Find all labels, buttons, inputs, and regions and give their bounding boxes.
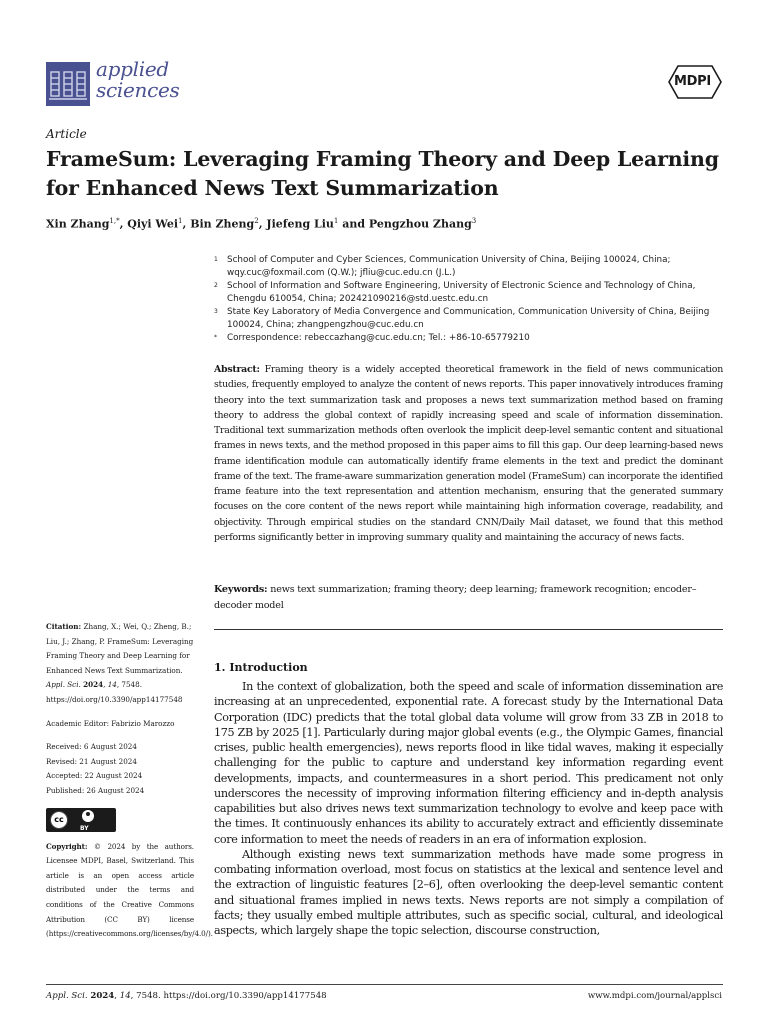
footer-volume: 14 [119, 991, 131, 1001]
affiliation-item [214, 332, 726, 345]
section-heading: 1. Introduction [214, 661, 308, 674]
footer-journal-url[interactable]: www.mdpi.com/journal/applsci [587, 991, 722, 1001]
copyright-label: Copyright: [46, 841, 88, 851]
affiliation-item [214, 306, 726, 332]
journal-logo [46, 57, 226, 108]
affiliations [214, 254, 726, 345]
citation-authors: Zhang, X.; Wei, Q.; Zheng, B.; Liu, J.; Zhang, P. FrameSum: Leveraging Framing Theory and Deep Learning for Enhanced News Text Summarization. [46, 622, 194, 675]
publication-date: Received: 6 August 2024 [46, 742, 137, 752]
publication-date: Revised: 21 August 2024 [46, 756, 137, 766]
affiliation-mark: 2 [214, 282, 218, 289]
body-paragraph: Although existing news text summarization methods have made some progress in combating information overload, most focus on statistics at the lexical and sentence level and the extraction of linguistic features [2–6], often overlooking the deep-level semantic content and situational frames implied in news texts. News reports are not simply a compilation of facts; they usually embed multiple attributes, such as specific social, cultural, and ideological aspects, which largely shape the topic selection, discourse construction, [214, 847, 723, 937]
author-separator: and [338, 217, 369, 231]
author-separator: , [119, 217, 128, 231]
affiliation-mark: 3 [214, 308, 218, 315]
author-affiliation-mark: 2 [254, 217, 259, 225]
person-icon [82, 810, 94, 822]
copyright-text: © 2024 by the authors. Licensee MDPI, Basel, Switzerland. This article is an open access article distributed under the terms and conditions of the Creative Commons Attribution (CC BY) license (https://creativecommons.org/licenses/by/4.0/). [46, 841, 213, 939]
citation-volume: 14 [107, 680, 117, 690]
affiliation-item [214, 280, 726, 306]
affiliation-mark: 1 [214, 256, 218, 263]
citation-rest: , 7548. [116, 680, 142, 690]
author-affiliation-mark: 1,* [109, 217, 120, 225]
abstract-text: Framing theory is a widely accepted theoretical framework in the field of news communication studies, frequently employed to analyze the content of news reports. This paper innovatively introduces framing theory into the text summarization task and proposes a news text summarization method based on framing theory to address the global context of rapidly increasing speed and scale of information dissemination. Traditional text summarization methods often overlook the implicit deep-level semantic content and situational frames in news texts, and the method proposed in this paper aims to fill this gap. Our deep learning-based news frame identification module can automatically identify frame elements in the text and predict the dominant frame of the text. The frame-aware summarization generation model (FrameSum) can incorporate the identified frame feature into the text representation and attention mechanism, ensuring that the generated summary focuses on the core content of the news report while maintaining high information coverage, readability, and objectivity. Through empirical studies on the standard CNN/Daily Mail dataset, we found that this method performs significantly better in improving summary quality and maintaining the accuracy of news facts. [214, 364, 723, 543]
journal-emblem-icon [46, 62, 90, 106]
footer-journal: Appl. Sci. [46, 991, 88, 1001]
cc-by-license-badge[interactable] [46, 808, 116, 832]
sidebar [46, 620, 213, 942]
footer-citation: Appl. Sci. 2024, 14, 7548. https://doi.org/10.3390/app14177548 [46, 991, 327, 1001]
keywords [214, 582, 723, 613]
journal-name-line1: applied [96, 57, 169, 81]
author-name: Qiyi Wei [127, 217, 179, 231]
divider [214, 629, 723, 630]
author-affiliation-mark: 1 [178, 217, 183, 225]
academic-editor: Academic Editor: Fabrizio Marozzo [46, 718, 175, 728]
author-name: Xin Zhang [46, 217, 110, 231]
abstract-label: Abstract: [214, 364, 260, 375]
keywords-text: news text summarization; framing theory; deep learning; framework recognition; encoder–decoder model [214, 584, 697, 611]
footer-rest[interactable]: , 7548. https://doi.org/10.3390/app14177548 [130, 991, 327, 1001]
author-affiliation-mark: 1 [333, 217, 339, 225]
dates [46, 740, 194, 798]
footer-divider [46, 984, 723, 985]
affiliation-item [214, 254, 726, 280]
author-separator: , [258, 217, 267, 231]
affiliation-text: Correspondence: rebeccazhang@cuc.edu.cn; Tel.: +86-10-65779210 [227, 333, 530, 343]
body-text [214, 679, 723, 938]
publisher-name: MDPI [674, 74, 711, 89]
affiliation-text: School of Computer and Cyber Sciences, Communication University of China, Beijing 100024, China; wqy.cuc@foxmail.com (Q.W.); jfliu@cuc.edu.cn (J.L.) [227, 255, 671, 278]
affiliation-mark: * [214, 334, 217, 341]
affiliation-text: State Key Laboratory of Media Convergence and Communication, Communication University of China, Beijing 100024, China; zhangpengzhou@cuc.edu.cn [227, 307, 710, 330]
cc-icon: cc [50, 811, 68, 829]
body-paragraph: In the context of globalization, both the speed and scale of information dissemination are increasing at an unprecedented, exponential rate. A forecast study by the International Data Corporation (IDC) predicts that the total global data volume will grow from 33 ZB in 2018 to 175 ZB by 2025 [1]. Particularly during major global events (e.g., the Olympic Games, financial crises, public health emergencies), news reports flood in like tidal waves, making it especially challenging for the public to capture and understand key information regarding event developments, impacts, and countermeasures in a short period. This predicament not only underscores the necessity of improving information filtering efficiency and in-depth analysis capabilities but also drives news text summarization technology to evolve and keep pace with the times. It continuously enhances its ability to accurately extract and efficiently disseminate core information to meet the needs of readers in an era of information explosion. [214, 680, 723, 846]
affiliation-text: School of Information and Software Engineering, University of Electronic Science and Technology of China, Chengdu 610054, China; 202421090216@std.uestc.edu.cn [227, 281, 696, 304]
footer-year: 2024 [90, 991, 115, 1001]
citation: Citation: Zhang, X.; Wei, Q.; Zheng, B.; Liu, J.; Zhang, P. FrameSum: Leveraging Framing Theory and Deep Learning for Enhanced News Text Summarization. Appl. Sci. 2024, 14, 7548. https://doi.org/10.3390/app14177548 [46, 622, 194, 704]
publisher-logo [668, 64, 722, 100]
author-list [46, 217, 476, 231]
publication-date: Accepted: 22 August 2024 [46, 771, 143, 781]
citation-doi-link[interactable]: https://doi.org/10.3390/app14177548 [46, 694, 183, 704]
author-affiliation-mark: 3 [471, 217, 477, 225]
author-separator: , [182, 217, 191, 231]
by-label: BY [80, 824, 89, 832]
copyright-notice [46, 840, 213, 942]
author-name: Bin Zheng [190, 217, 255, 231]
author-name: Jiefeng Liu [266, 217, 334, 231]
citation-label: Citation: [46, 622, 82, 631]
citation-year: 2024 [83, 680, 104, 690]
author-name: Pengzhou Zhang [368, 217, 472, 231]
journal-name-line2: sciences [96, 78, 180, 102]
keywords-label: Keywords: [214, 584, 268, 595]
citation-journal: Appl. Sci. [46, 680, 81, 690]
publication-date: Published: 26 August 2024 [46, 785, 145, 795]
journal-name [96, 59, 179, 101]
page-title: FrameSum: Leveraging Framing Theory and Deep Learning for Enhanced News Text Summarization [46, 147, 719, 200]
article-type: Article [46, 127, 87, 141]
abstract [214, 362, 723, 545]
